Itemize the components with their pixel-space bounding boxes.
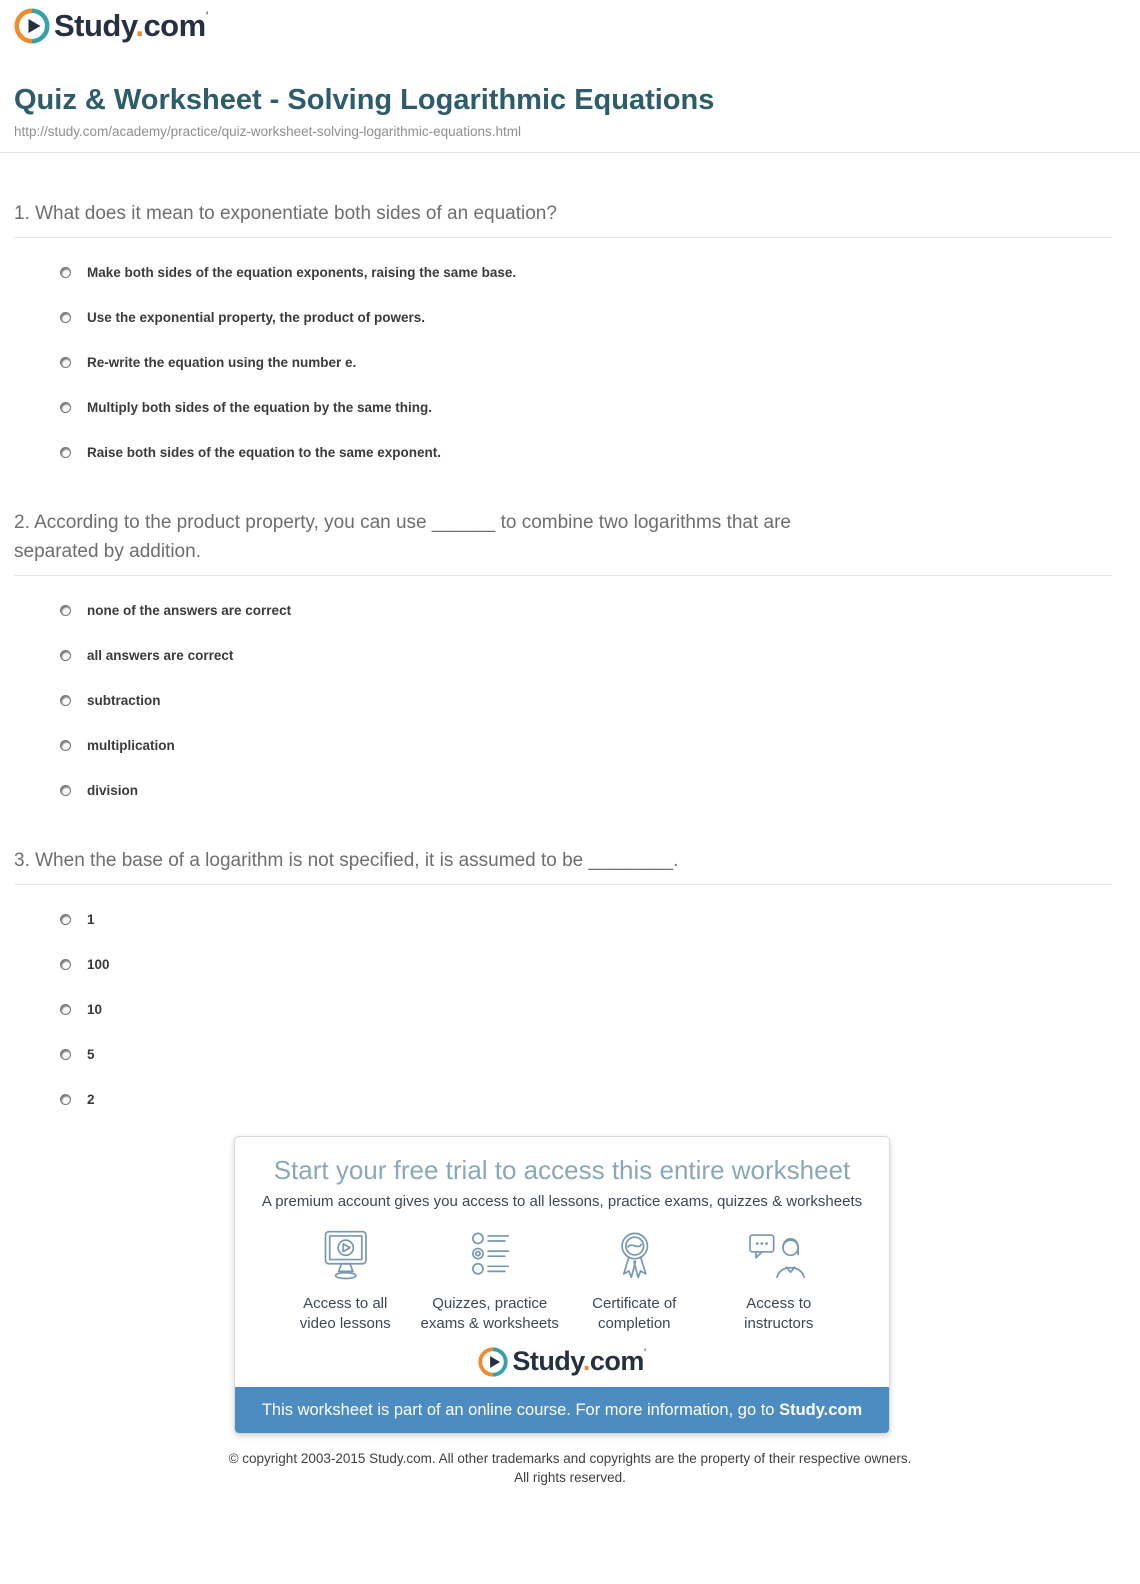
answer-option[interactable] [60, 602, 1140, 619]
radio-button[interactable] [60, 914, 71, 925]
feature-label: Access to all video lessons [299, 1295, 391, 1332]
answer-option-label[interactable]: Use the exponential property, the product of powers. [87, 310, 426, 325]
page-title: Quiz & Worksheet - Solving Logarithmic Equations [14, 84, 715, 116]
certificate-icon [601, 1230, 669, 1284]
answer-option-label[interactable]: multiplication [87, 738, 175, 753]
answer-option[interactable] [60, 309, 1140, 326]
options-list [0, 911, 1140, 1108]
feature-row [253, 1230, 871, 1334]
answer-option[interactable] [60, 911, 1140, 928]
instructors-icon [745, 1230, 813, 1284]
copyright [0, 1449, 1140, 1487]
radio-button[interactable] [60, 267, 71, 278]
answer-option-label[interactable]: subtraction [87, 693, 161, 708]
brand-logo [14, 8, 208, 44]
trademark-mark: ' [205, 8, 208, 24]
answer-option[interactable] [60, 264, 1140, 281]
trial-box-title: Start your free trial to access this entire worksheet [273, 1155, 851, 1185]
answer-option[interactable] [60, 399, 1140, 416]
free-trial-box [234, 1136, 890, 1434]
play-icon [478, 1347, 508, 1377]
radio-button[interactable] [60, 740, 71, 751]
answer-option-label[interactable]: none of the answers are correct [87, 603, 292, 618]
brand-dot: . [582, 1346, 590, 1376]
answer-option-label[interactable]: 5 [87, 1047, 95, 1062]
question-divider [14, 237, 1112, 238]
header [0, 0, 1140, 44]
question-text: 1. What does it mean to exponentiate both sides of an equation? [14, 203, 557, 224]
brand-dot: . [135, 8, 144, 43]
question-text: 3. When the base of a logarithm is not specified, it is assumed to be ________. [14, 850, 679, 871]
copyright-line1: © copyright 2003-2015 Study.com. All other trademarks and copyrights are the property of their respective owners. [228, 1451, 912, 1466]
radio-button[interactable] [60, 447, 71, 458]
answer-option[interactable] [60, 354, 1140, 371]
question-block [0, 846, 1140, 1108]
radio-button[interactable] [60, 357, 71, 368]
answer-option[interactable] [60, 444, 1140, 461]
answer-option-label[interactable]: Make both sides of the equation exponents, raising the same base. [87, 265, 517, 280]
answer-option[interactable] [60, 737, 1140, 754]
question-divider [14, 884, 1112, 885]
course-banner [235, 1387, 889, 1433]
radio-button[interactable] [60, 402, 71, 413]
feature-label: Certificate of completion [592, 1295, 677, 1332]
radio-button[interactable] [60, 785, 71, 796]
answer-option-label[interactable]: Re-write the equation using the number e. [87, 355, 357, 370]
answer-option-label[interactable]: Raise both sides of the equation to the same exponent. [87, 445, 442, 460]
feature-label: Quizzes, practice exams & worksheets [420, 1295, 559, 1332]
banner-text: This worksheet is part of an online course. For more information, go to [261, 1401, 780, 1419]
radio-button[interactable] [60, 650, 71, 661]
answer-option[interactable] [60, 782, 1140, 799]
quizzes-list-icon [456, 1230, 524, 1284]
answer-option[interactable] [60, 956, 1140, 973]
feature-certificate [562, 1230, 707, 1334]
video-lessons-icon [312, 1230, 380, 1284]
radio-button[interactable] [60, 1049, 71, 1060]
question-divider [14, 575, 1112, 576]
brand-name: Study.com' [54, 8, 208, 43]
answer-option-label[interactable]: all answers are correct [87, 648, 234, 663]
radio-button[interactable] [60, 695, 71, 706]
radio-button[interactable] [60, 1004, 71, 1015]
brand-name: Study.com' [512, 1346, 646, 1376]
options-list [0, 602, 1140, 799]
options-list [0, 264, 1140, 461]
feature-quizzes [418, 1230, 563, 1334]
question-block [0, 199, 1140, 461]
header-divider [0, 152, 1140, 153]
feature-video-lessons [273, 1230, 418, 1334]
radio-button[interactable] [60, 959, 71, 970]
radio-button[interactable] [60, 1094, 71, 1105]
answer-option[interactable] [60, 692, 1140, 709]
trademark-mark: ' [643, 1346, 646, 1360]
answer-option[interactable] [60, 647, 1140, 664]
answer-option[interactable] [60, 1046, 1140, 1063]
answer-option-label[interactable]: 100 [87, 957, 110, 972]
feature-instructors [707, 1230, 852, 1334]
banner-study-link[interactable]: Study.com [779, 1401, 863, 1419]
question-block [0, 508, 1140, 799]
answer-option[interactable] [60, 1001, 1140, 1018]
question-text: 2. According to the product property, you can use ______ to combine two logarithms that are separated by addition. [14, 512, 791, 562]
answer-option-label[interactable]: Multiply both sides of the equation by the same thing. [87, 400, 433, 415]
radio-button[interactable] [60, 605, 71, 616]
trial-box-subtitle: A premium account gives you access to all lessons, practice exams, quizzes & worksheets [261, 1193, 863, 1210]
answer-option[interactable] [60, 1091, 1140, 1108]
question-list [0, 199, 1140, 1108]
page-url: http://study.com/academy/practice/quiz-worksheet-solving-logarithmic-equations.html [14, 124, 521, 139]
feature-label: Access to instructors [744, 1295, 814, 1332]
brand-logo [253, 1346, 871, 1377]
answer-option-label[interactable]: 10 [87, 1002, 103, 1017]
answer-option-label[interactable]: division [87, 783, 139, 798]
play-icon [14, 8, 50, 44]
answer-option-label[interactable]: 2 [87, 1092, 95, 1107]
copyright-line2: All rights reserved. [514, 1470, 626, 1485]
radio-button[interactable] [60, 312, 71, 323]
answer-option-label[interactable]: 1 [87, 912, 95, 927]
